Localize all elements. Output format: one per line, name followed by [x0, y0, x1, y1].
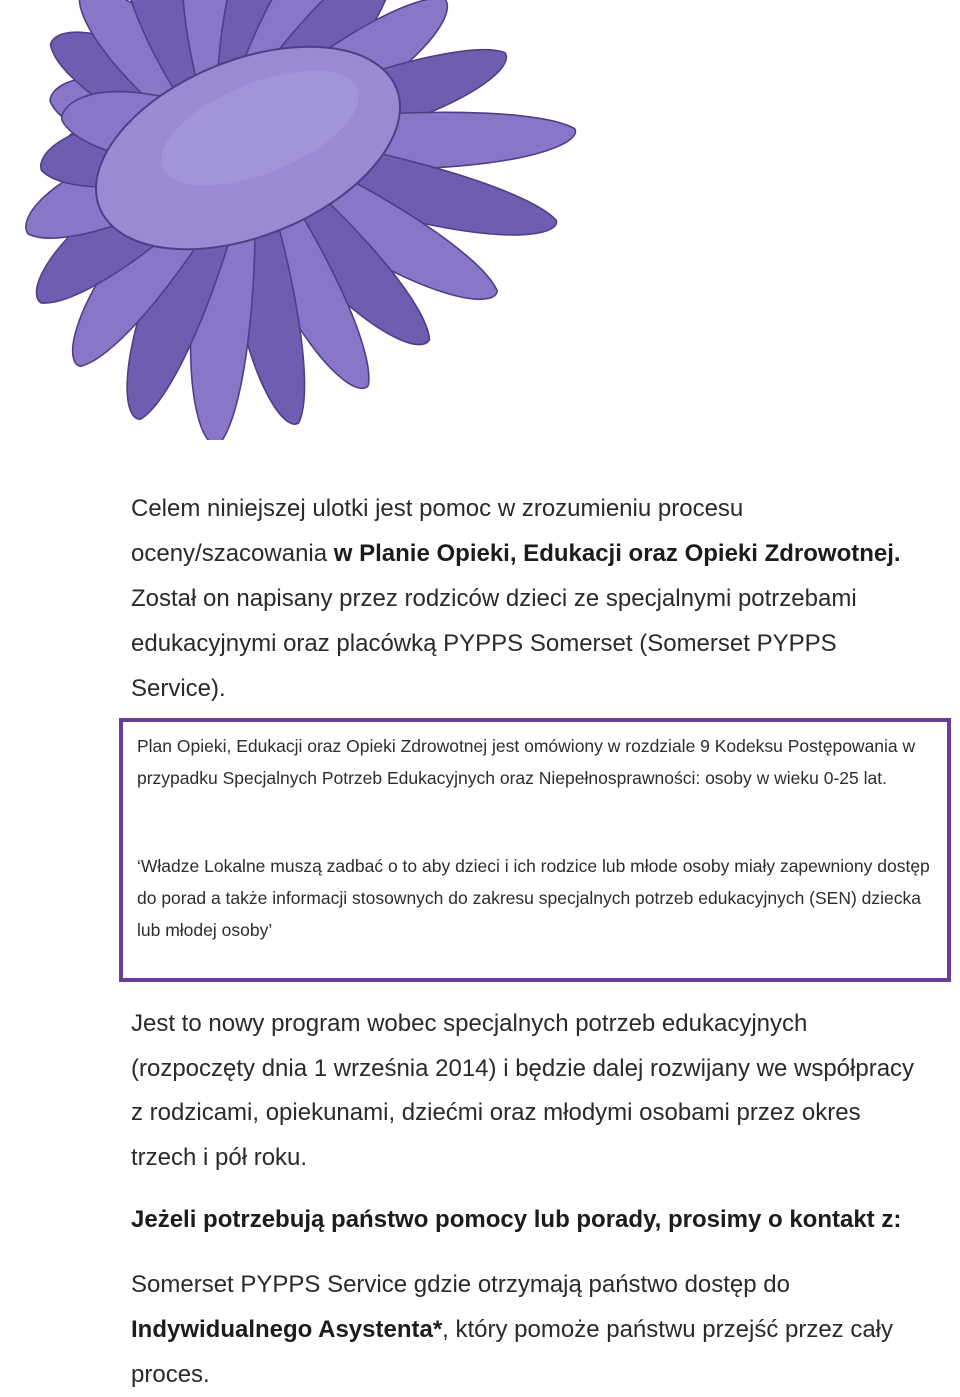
program-paragraph: Jest to nowy program wobec specjalnych potrzeb edukacyjnych (rozpoczęty dnia 1 września 2014) i będzie dalej rozwijany we współpracy z rodzicami, opiekunami, dziećmi oraz młodymi osobami przez okres trzech i pół roku. [131, 1010, 915, 1171]
info-box-code-of-practice: Plan Opieki, Edukacji oraz Opieki Zdrowotnej jest omówiony w rozdziale 9 Kodeksu Postępowania w przypadku Specjalnych Potrzeb Edukacyjnych oraz Niepełnosprawności: osoby w wieku 0-25 lat. [137, 736, 916, 788]
intro-paragraph [131, 486, 931, 711]
intro-text-start: Celem niniejszej ulotki jest pomoc w zrozumieniu procesu oceny/szacowania [131, 495, 744, 567]
closing-text-end: , który pomoże państwu przejść przez cały proces. [131, 1316, 894, 1388]
assistant-term: Indywidualnego Asystenta* [131, 1316, 443, 1343]
info-box [119, 718, 951, 982]
closing-text-start: Somerset PYPPS Service gdzie otrzymają państwo dostęp do [131, 1271, 790, 1298]
intro-text-end: Został on napisany przez rodziców dzieci ze specjalnymi potrzebami edukacyjnymi oraz placówką PYPPS Somerset (Somerset PYPPS Service). [131, 585, 857, 702]
contact-heading: Jeżeli potrzebują państwo pomocy lub porady, prosimy o kontakt z: [131, 1206, 902, 1233]
closing-paragraph [131, 1262, 931, 1397]
flower-illustration [0, 0, 660, 440]
intro-plan-name: w Planie Opieki, Edukacji oraz Opieki Zdrowotnej. [333, 540, 901, 567]
info-box-quote: ‘Władze Lokalne muszą zadbać o to aby dzieci i ich rodzice lub młode osoby miały zapewniony dostęp do porad a także informacji stosownych do zakresu specjalnych potrzeb edukacyjnych (SEN) dziecka lub młodej osoby’ [137, 856, 930, 940]
